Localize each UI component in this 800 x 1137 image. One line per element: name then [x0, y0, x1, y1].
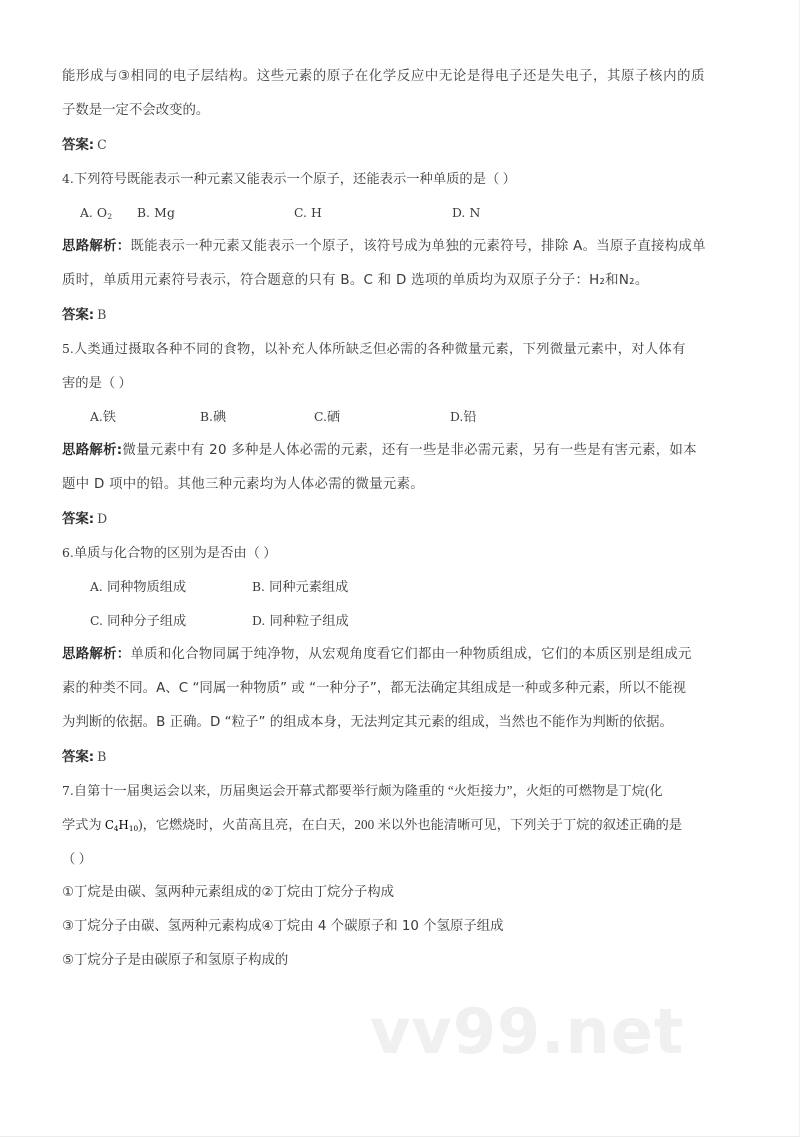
option-b[interactable]: B. Mg: [137, 205, 176, 220]
question-number: 5.: [62, 341, 74, 356]
statement-line: ③丁烷分子由碳、氢两种元素构成④丁烷由 4 个碳原子和 10 个氢原子组成: [62, 919, 504, 934]
analysis-label: 思路解析：: [62, 647, 131, 662]
answer-row: [62, 502, 738, 536]
statement-line: ①丁烷是由碳、氢两种元素组成的②丁烷由丁烷分子构成: [62, 885, 394, 900]
analysis-text: 单质和化合物同属于纯净物，从宏观角度看它们都由一种物质组成，它们的本质区别是组成元: [130, 647, 692, 662]
question-number: 6.: [62, 545, 74, 560]
option-d[interactable]: D. N: [452, 205, 481, 220]
question-text: 人类通过摄取各种不同的食物，以补充人体所缺乏但必需的各种微量元素，下列微量元素中，对人体有: [73, 341, 686, 356]
option-a[interactable]: A. 同种物质组成: [90, 580, 187, 595]
option-a[interactable]: A.铁: [90, 410, 116, 425]
answer-label: 答案:: [62, 750, 95, 765]
option-d[interactable]: D. 同种粒子组成: [252, 614, 349, 629]
answer-row: [62, 298, 738, 332]
answer-label: 答案:: [62, 512, 95, 527]
analysis-line: [62, 638, 738, 672]
chemical-formula: $C_4H_{10}$: [104, 818, 139, 834]
analysis-text: 微量元素中有 20 多种是人体必需的元素，还有一些是非必需元素，另有一些是有害元素，如本: [122, 443, 697, 458]
analysis-line: [62, 230, 738, 264]
formula-prefix: 学式为: [62, 817, 105, 832]
option-row: [62, 400, 738, 434]
analysis-label: 思路解析：: [62, 239, 131, 254]
analysis-line: [62, 434, 738, 468]
analysis-line: 质时，单质用元素符号表示，符合题意的只有 B。C 和 D 选项的单质均为双原子分子：H₂和N₂。: [62, 273, 649, 288]
question-text: 下列符号既能表示一种元素又能表示一个原子，还能表示一种单质的是（ ）: [73, 171, 516, 186]
question-stem: [62, 162, 738, 196]
option-row: [62, 196, 738, 230]
question-number: 4.: [62, 171, 74, 186]
paragraph-line: 子数是一定不会改变的。: [62, 103, 210, 118]
paragraph-line: 能形成与③相同的电子层结构。这些元素的原子在化学反应中无论是得电子还是失电子，其原子核内的质: [62, 69, 706, 84]
option-b[interactable]: B. 同种元素组成: [252, 580, 349, 595]
document-content: [62, 60, 738, 978]
analysis-label: 思路解析:: [62, 443, 123, 458]
statement-line: ⑤丁烷分子是由碳原子和氢原子构成的: [62, 953, 289, 968]
answer-label: 答案:: [62, 308, 95, 323]
option-row: [62, 604, 738, 638]
question-stem: [62, 536, 738, 570]
question-blank: （ ）: [62, 851, 92, 866]
question-text-cont: )，它燃烧时，火苗高且亮，在白天，200 米以外也能清晰可见，下列关于丁烷的叙述正确的是: [138, 817, 683, 832]
question-text: 自第十一届奥运会以来，历届奥运会开幕式都要举行颇为隆重的 “火炬接力”，火炬的可燃物是丁烷(化: [73, 783, 663, 798]
analysis-line: 素的种类不同。A、C “同属一种物质” 或 “一种分子”，都无法确定其组成是一种或多种元素，所以不能视: [62, 681, 686, 696]
question-stem-cont: [62, 842, 738, 876]
answer-value: C: [97, 137, 107, 152]
watermark: vv99.net: [370, 995, 685, 1068]
answer-label: 答案:: [62, 138, 95, 153]
option-c[interactable]: C. 同种分子组成: [90, 614, 187, 629]
question-stem-cont: [62, 808, 738, 842]
question-text: 单质与化合物的区别为是否由（ ）: [73, 545, 277, 560]
option-b[interactable]: B.碘: [200, 410, 227, 425]
option-d[interactable]: D.铅: [450, 410, 477, 425]
answer-row: [62, 740, 738, 774]
answer-value: B: [97, 749, 107, 764]
analysis-line: 为判断的依据。B 正确。D “粒子” 的组成本身，无法判定其元素的组成，当然也不能作为判断的依据。: [62, 715, 673, 730]
option-c[interactable]: C.硒: [314, 410, 341, 425]
analysis-text: 既能表示一种元素又能表示一个原子，该符号成为单独的元素符号，排除 A。当原子直接构成单: [130, 239, 706, 254]
question-text-line2: 害的是（ ）: [62, 375, 132, 390]
question-number: 7.: [62, 783, 74, 798]
option-c[interactable]: C. H: [294, 205, 323, 220]
question-stem: [62, 774, 738, 808]
answer-value: B: [97, 307, 107, 322]
option-a[interactable]: A. $O_2$: [80, 205, 113, 222]
question-stem: [62, 332, 738, 366]
option-row: [62, 570, 738, 604]
question-stem-cont: [62, 366, 738, 400]
analysis-line: 题中 D 项中的铅。其他三种元素均为人体必需的微量元素。: [62, 477, 424, 492]
answer-value: D: [97, 511, 108, 526]
answer-row: [62, 128, 738, 162]
